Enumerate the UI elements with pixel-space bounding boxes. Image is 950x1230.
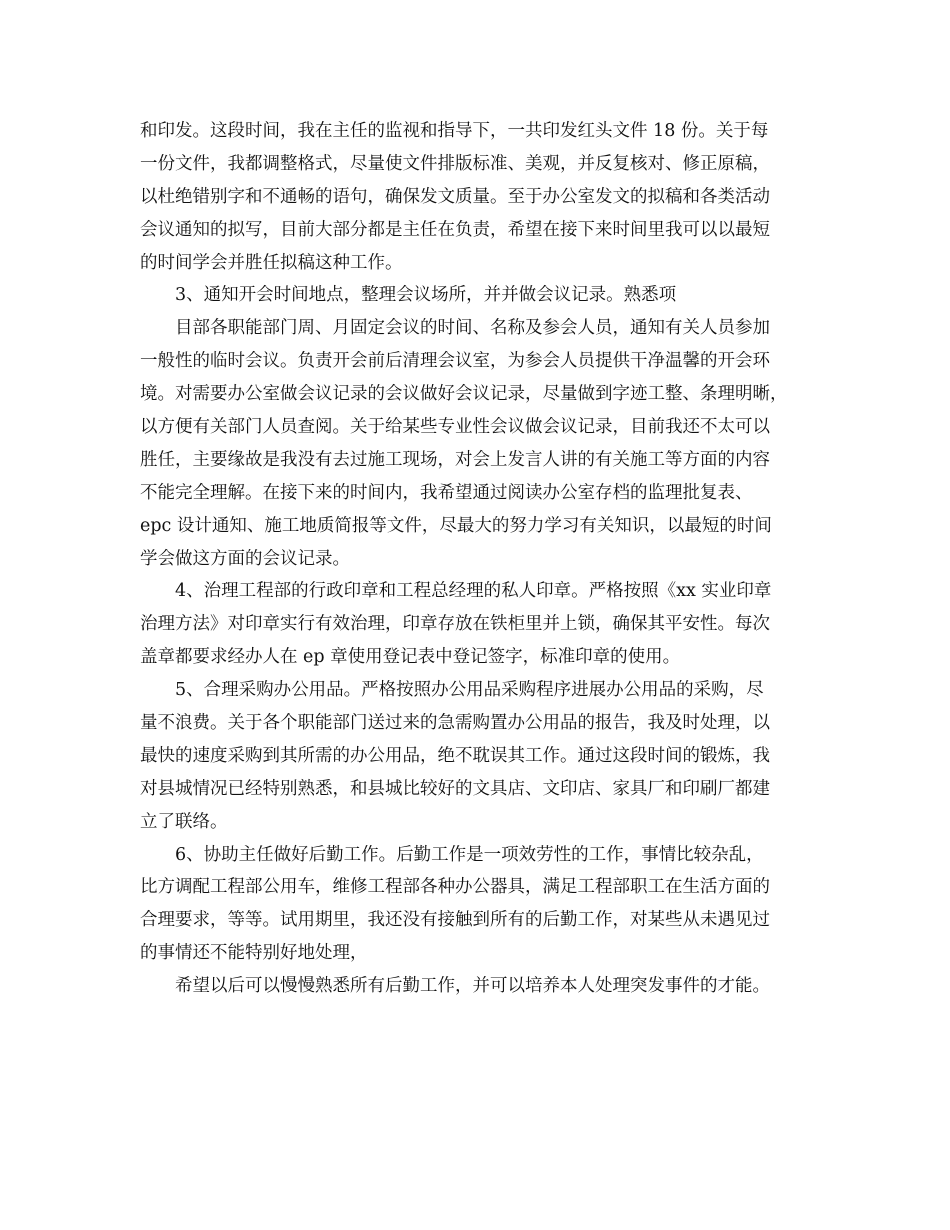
text-line: 目部各职能部门周、月固定会议的时间、名称及参会人员，通知有关人员参加	[175, 318, 770, 339]
text-line: 5、合理采购办公用品。严格按照办公用品采购程序进展办公用品的采购，尽	[175, 680, 764, 701]
text-line: 的事情还不能特别好地处理，	[140, 943, 368, 964]
text-line: 6、协助主任做好后勤工作。后勤工作是一项效劳性的工作，事情比较杂乱，	[175, 844, 764, 865]
text-line: epc 设计通知、施工地质简报等文件，尽最大的努力学习有关知识，以最短的时间	[140, 515, 772, 536]
text-line: 立了联络。	[140, 811, 228, 832]
text-line: 对县城情况已经特别熟悉，和县城比较好的文具店、文印店、家具厂和印刷厂都建	[140, 778, 770, 799]
text-line: 一份文件，我都调整格式，尽量使文件排版标准、美观，并反复核对、修正原稿，	[140, 153, 770, 174]
text-line: 的时间学会并胜任拟稿这种工作。	[140, 252, 403, 273]
text-line: 和印发。这段时间，我在主任的监视和指导下，一共印发红头文件 18 份。关于每	[140, 121, 769, 141]
text-line: 量不浪费。关于各个职能部门送过来的急需购置办公用品的报告，我及时处理，以	[140, 713, 770, 734]
text-line: 以杜绝错别字和不通畅的语句，确保发文质量。至于办公室发文的拟稿和各类活动	[140, 186, 770, 207]
text-line: 以方便有关部门人员查阅。关于给某些专业性会议做会议记录，目前我还不太可以	[140, 417, 770, 438]
text-line: 一般性的临时会议。负责开会前后清理会议室，为参会人员提供干净温馨的开会环	[140, 351, 770, 372]
text-line: 学会做这方面的会议记录。	[140, 548, 350, 569]
text-line: 希望以后可以慢慢熟悉所有后勤工作，并可以培养本人处理突发事件的才能。	[175, 976, 770, 997]
text-line: 境。对需要办公室做会议记录的会议做好会议记录，尽量做到字迹工整、条理明晰，	[140, 384, 788, 405]
text-line: 合理要求，等等。试用期里，我还没有接触到所有的后勤工作，对某些从未遇见过	[140, 910, 770, 931]
text-line: 盖章都要求经办人在 ep 章使用登记表中登记签字，标准印章的使用。	[140, 647, 681, 668]
text-line: 比方调配工程部公用车，维修工程部各种办公器具，满足工程部职工在生活方面的	[140, 877, 770, 898]
text-line: 不能完全理解。在接下来的时间内，我希望通过阅读办公室存档的监理批复表、	[140, 482, 753, 503]
text-line: 治理方法》对印章实行有效治理，印章存放在铁柜里并上锁，确保其平安性。每次	[140, 614, 770, 635]
text-line: 会议通知的拟写，目前大部分都是主任在负责，希望在接下来时间里我可以以最短	[140, 219, 770, 240]
document-body	[140, 115, 820, 1003]
text-line: 4、治理工程部的行政印章和工程总经理的私人印章。严格按照《xx 实业印章	[175, 581, 772, 602]
text-line: 最快的速度采购到其所需的办公用品，绝不耽误其工作。通过这段时间的锻炼，我	[140, 745, 770, 766]
text-line: 3、通知开会时间地点，整理会议场所，并并做会议记录。熟悉项	[175, 285, 677, 306]
text-line: 胜任，主要缘故是我没有去过施工现场，对会上发言人讲的有关施工等方面的内容	[140, 449, 770, 470]
